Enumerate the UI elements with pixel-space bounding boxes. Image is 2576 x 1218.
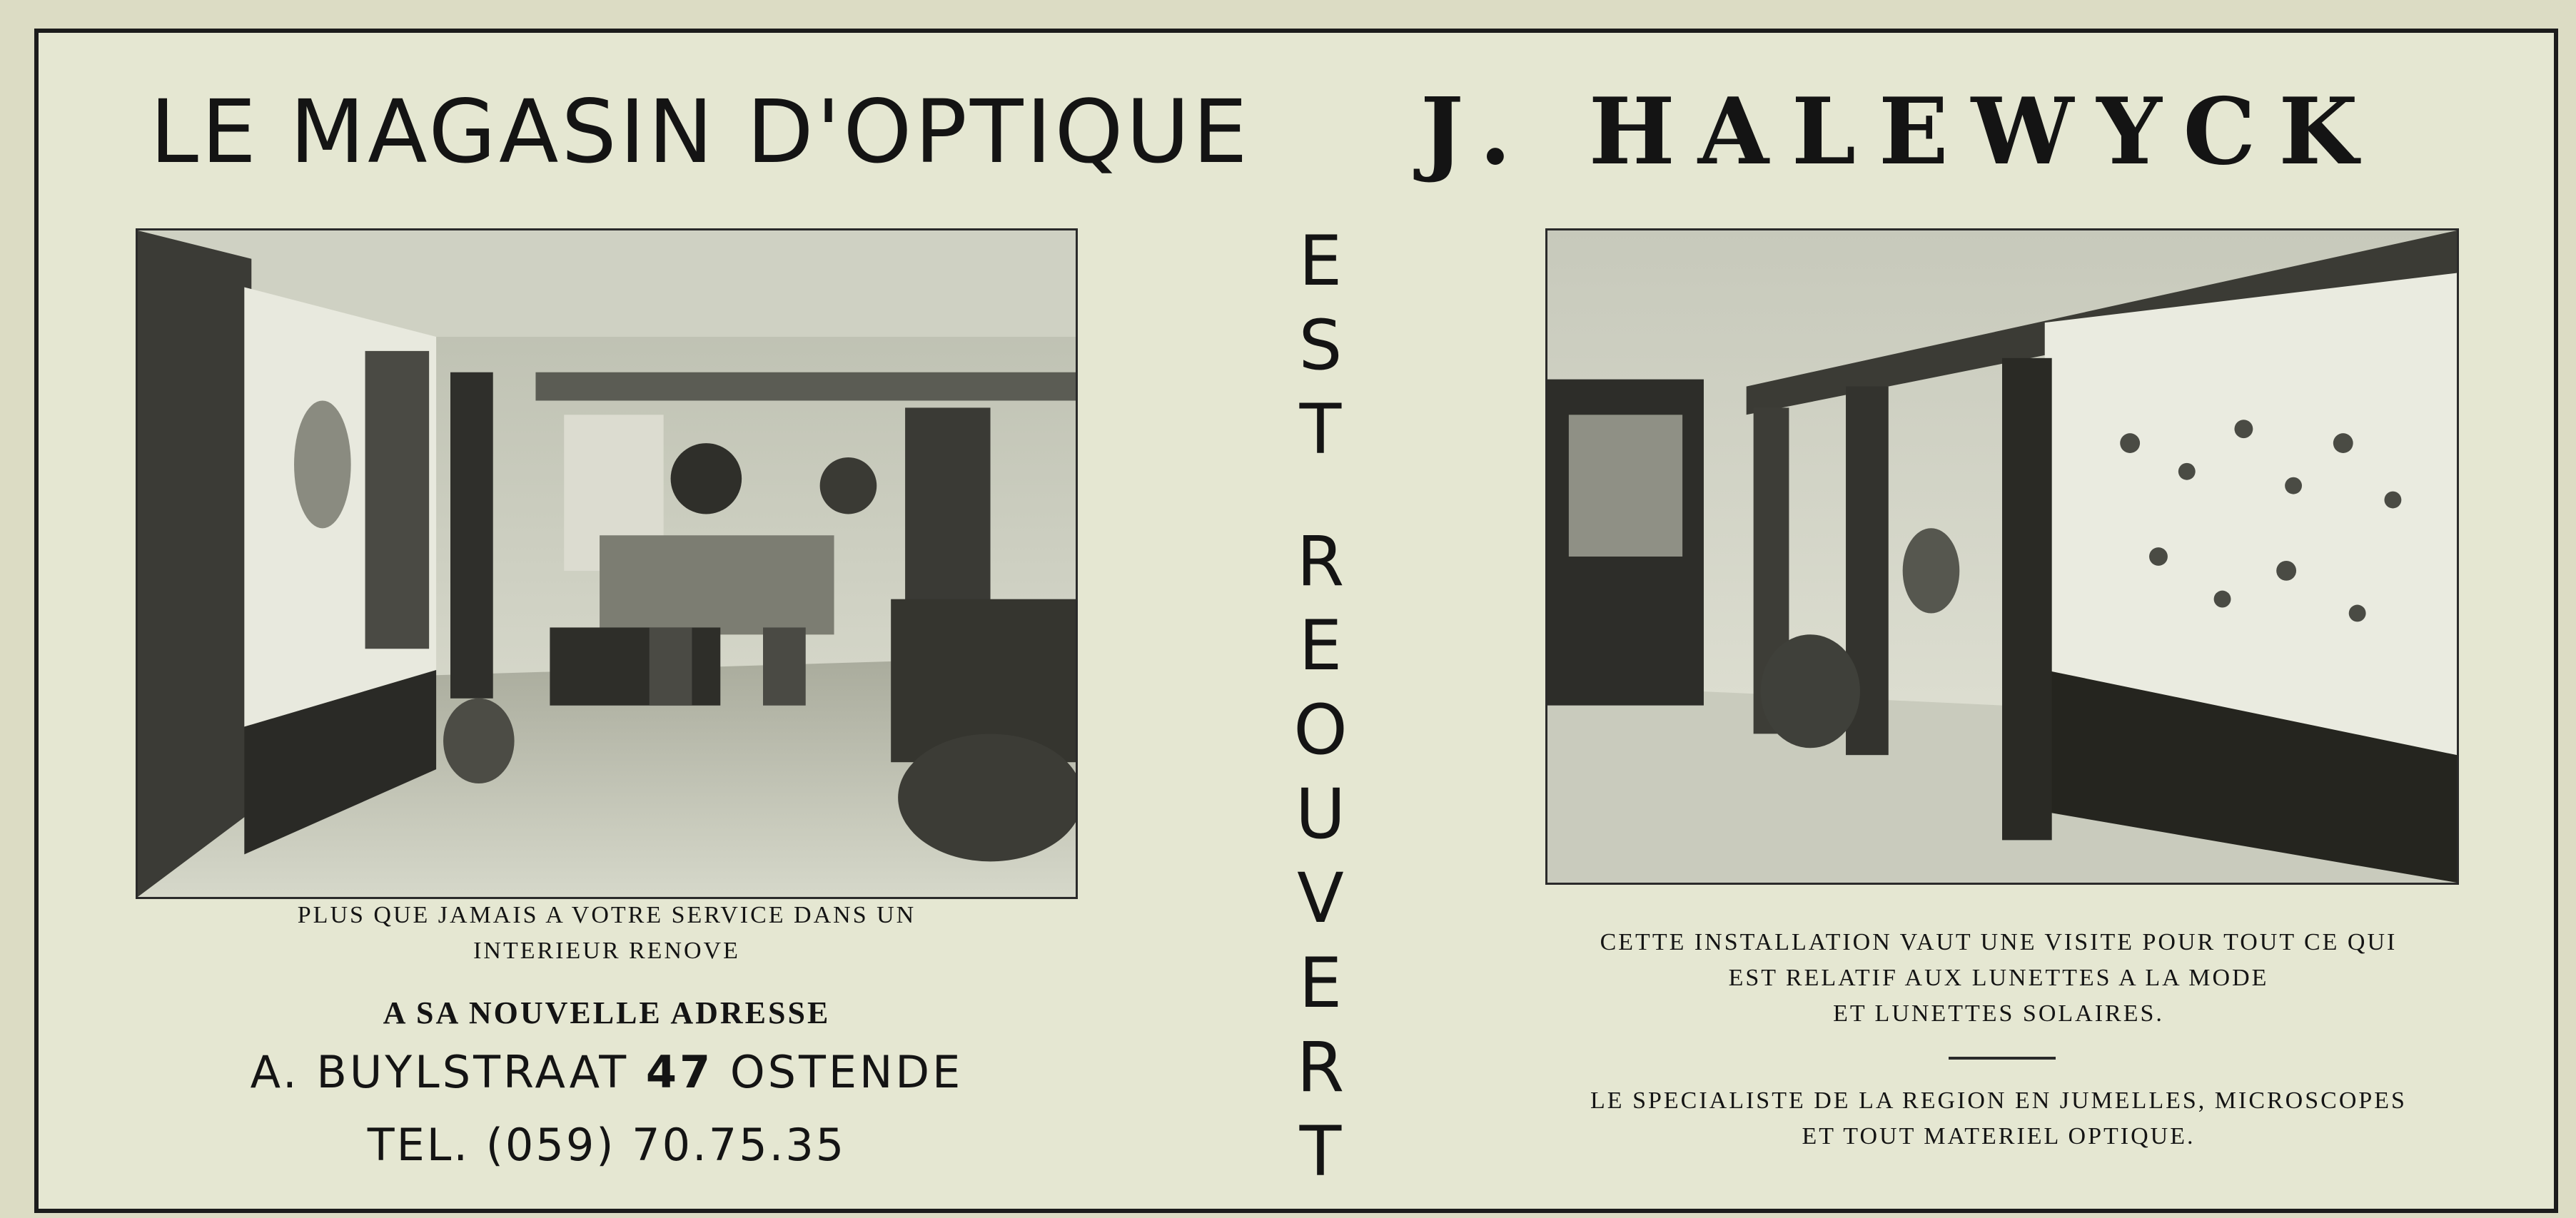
new-address-heading: A SA NOUVELLE ADRESSE	[383, 995, 831, 1030]
right-caption-line1: CETTE INSTALLATION VAUT UNE VISITE POUR TOUT CE QUI	[1600, 929, 2398, 955]
vertical-letter: V	[1297, 858, 1344, 939]
right-caption-line3: ET LUNETTES SOLAIRES.	[1833, 1000, 2164, 1027]
right-caption-line2: EST RELATIF AUX LUNETTES A LA MODE	[1728, 965, 2269, 991]
vertical-letter: S	[1298, 305, 1343, 386]
vertical-letter: T	[1299, 390, 1342, 470]
street-address	[136, 1046, 1078, 1098]
title-right: J. HALEWYCK	[1420, 78, 2381, 186]
vertical-letter: E	[1298, 943, 1343, 1023]
vertical-letter: T	[1299, 1111, 1342, 1192]
shop-interior-photo	[136, 228, 1078, 899]
vertical-letter: E	[1298, 605, 1343, 686]
address-city: OSTENDE	[729, 1046, 964, 1098]
phone-number: TEL. (059) 70.75.35	[367, 1119, 847, 1171]
left-caption-line2: INTERIEUR RENOVE	[473, 938, 740, 964]
specialist-line1: LE SPECIALISTE DE LA REGION EN JUMELLES, MICROSCOPES	[1590, 1087, 2407, 1114]
address-street: A. BUYLSTRAAT	[250, 1046, 630, 1098]
display-cases-photo	[1545, 228, 2459, 885]
address-number: 47	[645, 1046, 714, 1098]
vertical-letter: O	[1293, 690, 1348, 771]
specialist-caption	[1527, 1083, 2470, 1154]
specialist-line2: ET TOUT MATERIEL OPTIQUE.	[1802, 1123, 2196, 1150]
divider	[1949, 1057, 2056, 1060]
right-caption	[1527, 925, 2470, 1032]
vertical-letter: R	[1296, 1027, 1345, 1107]
left-caption	[136, 898, 1078, 969]
title-left: LE MAGASIN D'OPTIQUE	[150, 81, 1251, 183]
vertical-letter: E	[1298, 221, 1343, 301]
left-caption-line1: PLUS QUE JAMAIS A VOTRE SERVICE DANS UN	[297, 902, 916, 928]
vertical-letter: U	[1295, 774, 1346, 855]
vertical-text	[1271, 221, 1370, 1192]
vertical-letter: R	[1296, 521, 1345, 602]
